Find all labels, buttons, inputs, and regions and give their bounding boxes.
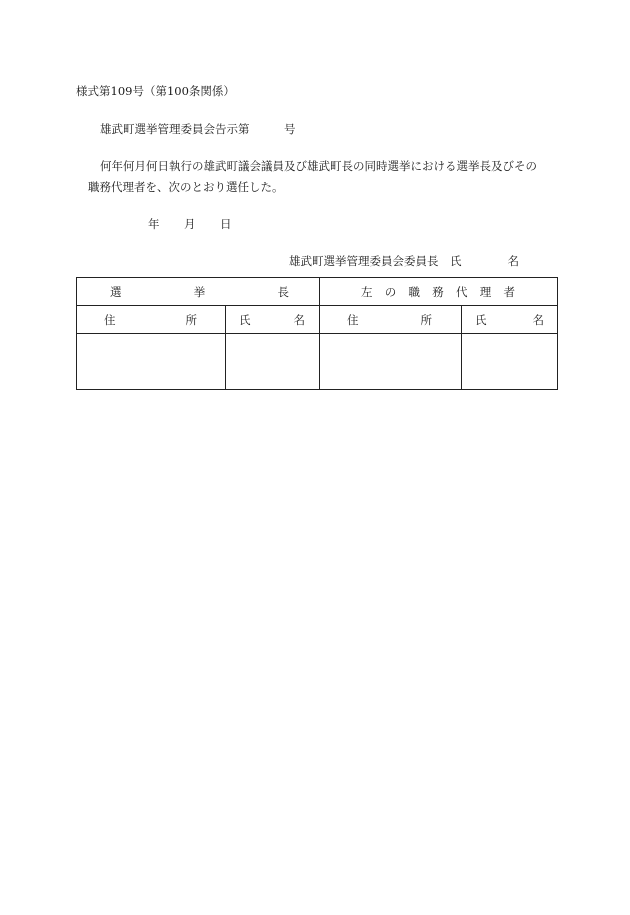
table-sub-header-row	[77, 306, 558, 334]
header-char: 左	[361, 284, 373, 299]
header-address-2	[320, 306, 462, 334]
header-char: 名	[293, 312, 305, 327]
header-char: 所	[420, 312, 432, 327]
header-name-1	[226, 306, 320, 334]
body-text-line-1: 何年何月何日執行の雄武町議会議員及び雄武町長の同時選挙における選挙長及びその	[100, 159, 537, 173]
header-deputy	[320, 278, 558, 306]
notice-title: 雄武町選挙管理委員会告示第 号	[100, 122, 296, 136]
header-char: 職	[408, 284, 420, 299]
cell-deputy-name	[462, 334, 558, 390]
header-char: の	[384, 284, 397, 299]
header-char: 理	[479, 284, 492, 299]
header-char: 住	[347, 312, 359, 327]
cell-deputy-address	[320, 334, 462, 390]
cell-chief-name	[226, 334, 320, 390]
header-address-1	[77, 306, 226, 334]
header-char: 氏	[239, 312, 251, 327]
body-text-line-2: 職務代理者を、次のとおり選任した。	[88, 180, 284, 194]
header-char: 挙	[193, 284, 206, 299]
header-char: 名	[532, 312, 544, 327]
table-row	[77, 334, 558, 390]
header-char: 務	[432, 284, 444, 299]
appointment-table	[76, 277, 558, 390]
date-day: 日	[220, 217, 232, 231]
header-char: 代	[456, 284, 468, 299]
table-group-header-row	[77, 278, 558, 306]
header-char: 所	[185, 312, 197, 327]
header-char: 氏	[475, 312, 487, 327]
signature-line: 雄武町選挙管理委員会委員長 氏 名	[289, 254, 519, 268]
date-month: 月	[184, 217, 196, 231]
header-election-chief	[77, 278, 320, 306]
header-char: 者	[503, 284, 515, 299]
date-year: 年	[148, 217, 160, 231]
form-number: 様式第109号（第100条関係）	[76, 84, 235, 98]
cell-chief-address	[77, 334, 226, 390]
header-char: 住	[104, 312, 116, 327]
header-char: 長	[277, 284, 289, 299]
header-name-2	[462, 306, 558, 334]
header-char: 選	[110, 284, 122, 299]
